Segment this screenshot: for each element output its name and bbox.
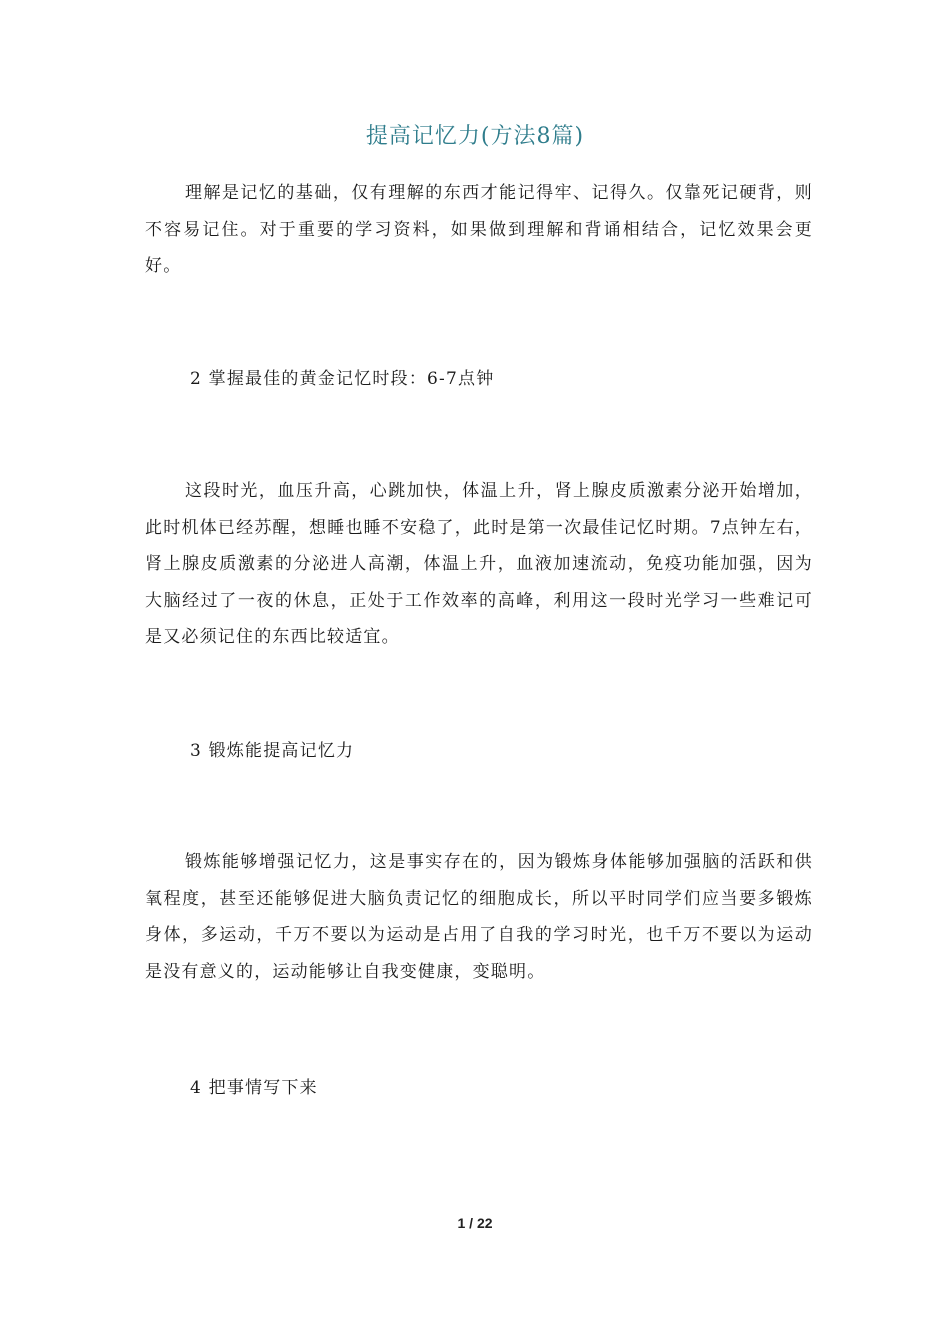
section-heading-golden-time: 2 掌握最佳的黄金记忆时段：6-7点钟	[190, 369, 495, 389]
paragraph-golden-time: 这段时光，血压升高，心跳加快，体温上升，肾上腺皮质激素分泌开始增加，此时机体已经苏醒，想睡也睡不安稳了，此时是第一次最佳记忆时期。7点钟左右，肾上腺皮质激素的分泌进人高潮，体温上升，血液加速流动，免疫功能加强，因为大脑经过了一夜的休息，正处于工作效率的高峰，利用这一段时光学习一些难记可是又必须记住的东西比较适宜。	[145, 481, 813, 648]
document-title: 提高记忆力(方法8篇)	[365, 124, 585, 149]
paragraph-exercise: 锻炼能够增强记忆力，这是事实存在的，因为锻炼身体能够加强脑的活跃和供氧程度，甚至还能够促进大脑负责记忆的细胞成长，所以平时同学们应当要多锻炼身体，多运动，千万不要以为运动是占用了自我的学习时光，也千万不要以为运动是没有意义的，运动能够让自我变健康，变聪明。	[145, 852, 813, 982]
paragraph-understanding: 理解是记忆的基础，仅有理解的东西才能记得牢、记得久。仅靠死记硬背，则不容易记住。对于重要的学习资料，如果做到理解和背诵相结合，记忆效果会更好。	[145, 183, 813, 277]
page-number: 1 / 22	[457, 1215, 493, 1231]
section-heading-exercise: 3 锻炼能提高记忆力	[190, 741, 355, 761]
section-heading-write-down: 4 把事情写下来	[190, 1078, 318, 1098]
